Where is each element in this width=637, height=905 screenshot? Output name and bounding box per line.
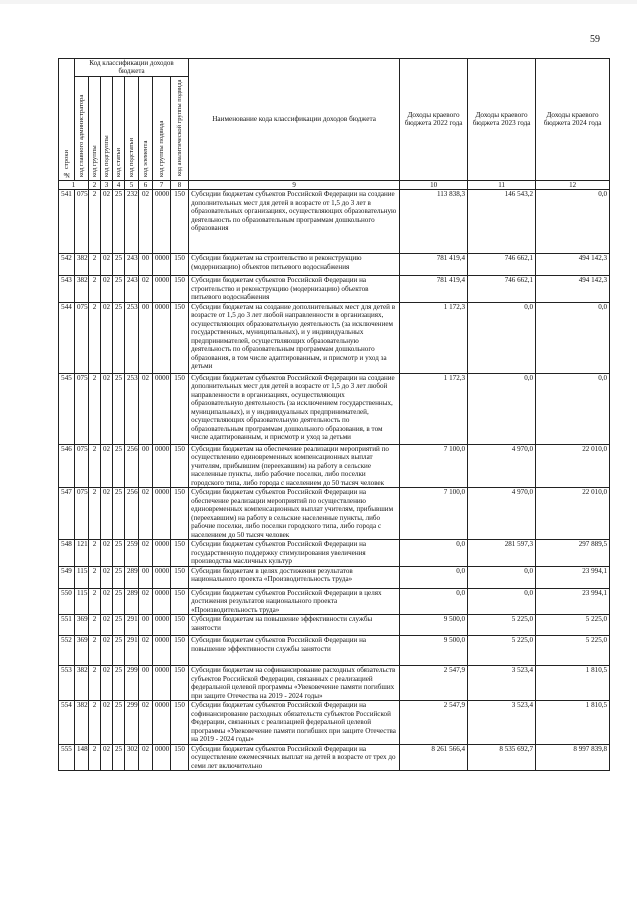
revenue-name: Субсидии бюджетам субъектов Российской Федерации на обеспечение реализации мероприятий по осуществлению единовременных компенсационных выплат учителям, прибывшим (переехавшим) на работу в сельские населенные пункты, либо рабочие поселки, либо поселки городского типа, либо города с населением до 50 тысяч человек (189, 488, 400, 540)
code-cell-sg: 02 (101, 744, 113, 771)
code-cell-sg: 02 (101, 636, 113, 666)
col-number: 4 (113, 180, 125, 189)
code-cell-n: 553 (59, 666, 75, 701)
table-row (59, 276, 610, 303)
code-cell-st: 25 (113, 588, 125, 615)
code-cell-sst: 243 (125, 276, 139, 303)
amount-y24: 1 810,5 (536, 666, 610, 701)
col-number: 1 (59, 180, 89, 189)
amount-y23: 5 225,0 (468, 615, 536, 636)
col-number: 10 (400, 180, 468, 189)
code-cell-a: 148 (75, 744, 89, 771)
code-cell-a: 075 (75, 190, 89, 254)
code-cell-a: 382 (75, 276, 89, 303)
code-cell-an: 150 (171, 701, 189, 745)
code-cell-n: 543 (59, 276, 75, 303)
code-cell-sst: 243 (125, 254, 139, 276)
code-cell-sub: 0000 (153, 566, 171, 588)
amount-y22: 113 838,3 (400, 190, 468, 254)
code-cell-st: 25 (113, 701, 125, 745)
code-cell-a: 075 (75, 488, 89, 540)
code-cell-sub: 0000 (153, 636, 171, 666)
code-cell-st: 25 (113, 190, 125, 254)
code-cell-sub: 0000 (153, 540, 171, 567)
code-cell-n: 552 (59, 636, 75, 666)
amount-y24: 5 225,0 (536, 636, 610, 666)
amount-y24: 8 997 839,8 (536, 744, 610, 771)
code-cell-n: 544 (59, 302, 75, 373)
code-cell-sub: 0000 (153, 373, 171, 444)
table-row (59, 444, 610, 488)
table-row (59, 615, 610, 636)
code-cell-sst: 291 (125, 636, 139, 666)
amount-y23: 4 970,0 (468, 488, 536, 540)
col-number: 11 (468, 180, 536, 189)
col-number: 12 (536, 180, 610, 189)
code-cell-sg: 02 (101, 488, 113, 540)
amount-y23: 5 225,0 (468, 636, 536, 666)
code-cell-an: 150 (171, 254, 189, 276)
amount-y24: 5 225,0 (536, 615, 610, 636)
code-cell-sst: 291 (125, 615, 139, 636)
amount-y22: 0,0 (400, 540, 468, 567)
code-cell-sub: 0000 (153, 302, 171, 373)
code-cell-n: 554 (59, 701, 75, 745)
header-subtype: код группы подвида (153, 76, 171, 180)
revenue-name: Субсидии бюджетам на повышение эффективности службы занятости (189, 615, 400, 636)
code-cell-el: 02 (139, 276, 153, 303)
amount-y23: 0,0 (468, 302, 536, 373)
code-cell-an: 150 (171, 488, 189, 540)
table-row (59, 302, 610, 373)
code-cell-el: 02 (139, 190, 153, 254)
amount-y22: 2 547,9 (400, 666, 468, 701)
col-number: 6 (139, 180, 153, 189)
code-cell-sub: 0000 (153, 615, 171, 636)
code-cell-sst: 259 (125, 540, 139, 567)
amount-y22: 1 172,3 (400, 302, 468, 373)
code-cell-n: 546 (59, 444, 75, 488)
revenue-name: Субсидии бюджетам на строительство и реконструкцию (модернизацию) объектов питьевого водоснабжения (189, 254, 400, 276)
code-cell-a: 115 (75, 588, 89, 615)
revenue-table (58, 58, 610, 771)
code-cell-sg: 02 (101, 302, 113, 373)
revenue-name: Субсидии бюджетам субъектов Российской Федерации на создание дополнительных мест для детей в возрасте от 1,5 до 3 лет в образовательных организациях, осуществляющих образовательную деятельность по образовательным программам дошкольного образования (189, 190, 400, 254)
header-subgroup: код подгруппы (101, 76, 113, 180)
amount-y24: 23 994,1 (536, 566, 610, 588)
revenue-name: Субсидии бюджетам субъектов Российской Федерации на осуществление ежемесячных выплат на детей в возрасте от трех до семи лет включительно (189, 744, 400, 771)
code-cell-el: 00 (139, 302, 153, 373)
col-number: 9 (189, 180, 400, 189)
code-cell-el: 00 (139, 254, 153, 276)
table-body (59, 190, 610, 771)
code-cell-g: 2 (89, 276, 101, 303)
code-cell-sg: 02 (101, 701, 113, 745)
amount-y24: 297 889,5 (536, 540, 610, 567)
table-row (59, 254, 610, 276)
amount-y24: 494 142,3 (536, 254, 610, 276)
code-cell-el: 02 (139, 636, 153, 666)
header-subarticle: код подстатьи (125, 76, 139, 180)
header-kbk-group: Код классификации доходов бюджета (75, 59, 189, 77)
code-cell-st: 25 (113, 540, 125, 567)
header-article: код статьи (113, 76, 125, 180)
code-cell-el: 02 (139, 373, 153, 444)
table-row (59, 488, 610, 540)
revenue-name: Субсидии бюджетам субъектов Российской Федерации на создание дополнительных мест для детей в возрасте от 1,5 до 3 лет любой направленности в организациях, осуществляющих образовательную деятельность (за исключением государственных, муниципальных), и у индивидуальных предпринимателей, осуществляющих образовательную деятельность по образовательным программам дошкольного образования, в том числе адаптированным, и присмотр и уход за детьми (189, 373, 400, 444)
code-cell-el: 00 (139, 444, 153, 488)
code-cell-sub: 0000 (153, 276, 171, 303)
code-cell-g: 2 (89, 254, 101, 276)
code-cell-st: 25 (113, 488, 125, 540)
code-cell-g: 2 (89, 666, 101, 701)
amount-y22: 0,0 (400, 566, 468, 588)
code-cell-n: 549 (59, 566, 75, 588)
code-cell-el: 02 (139, 488, 153, 540)
code-cell-g: 2 (89, 444, 101, 488)
code-cell-sub: 0000 (153, 588, 171, 615)
amount-y22: 9 500,0 (400, 615, 468, 636)
code-cell-a: 075 (75, 373, 89, 444)
code-cell-el: 02 (139, 701, 153, 745)
code-cell-sg: 02 (101, 666, 113, 701)
code-cell-sub: 0000 (153, 666, 171, 701)
amount-y23: 0,0 (468, 373, 536, 444)
code-cell-sub: 0000 (153, 254, 171, 276)
header-2024: Доходы краевого бюджета 2024 года (536, 59, 610, 181)
code-cell-an: 150 (171, 744, 189, 771)
header-admin: код главного администратора (75, 76, 89, 180)
col-number: 3 (101, 180, 113, 189)
amount-y22: 781 419,4 (400, 276, 468, 303)
amount-y22: 781 419,4 (400, 254, 468, 276)
col-number: 8 (171, 180, 189, 189)
code-cell-sst: 253 (125, 302, 139, 373)
amount-y23: 0,0 (468, 566, 536, 588)
code-cell-el: 02 (139, 540, 153, 567)
amount-y23: 746 662,1 (468, 254, 536, 276)
code-cell-a: 382 (75, 701, 89, 745)
code-cell-sub: 0000 (153, 190, 171, 254)
amount-y24: 494 142,3 (536, 276, 610, 303)
code-cell-sst: 302 (125, 744, 139, 771)
code-cell-an: 150 (171, 190, 189, 254)
column-numbers-row (59, 180, 610, 189)
code-cell-an: 150 (171, 566, 189, 588)
code-cell-sg: 02 (101, 276, 113, 303)
code-cell-an: 150 (171, 276, 189, 303)
amount-y24: 22 010,0 (536, 444, 610, 488)
header-group: код группы (89, 76, 101, 180)
header-2022: Доходы краевого бюджета 2022 года (400, 59, 468, 181)
revenue-name: Субсидии бюджетам субъектов Российской Федерации на государственную поддержку стимулирования увеличения производства масличных культур (189, 540, 400, 567)
code-cell-g: 2 (89, 540, 101, 567)
amount-y23: 146 543,2 (468, 190, 536, 254)
amount-y22: 0,0 (400, 588, 468, 615)
amount-y24: 23 994,1 (536, 588, 610, 615)
header-element: код элемента (139, 76, 153, 180)
code-cell-sub: 0000 (153, 444, 171, 488)
code-cell-g: 2 (89, 488, 101, 540)
page-number: 59 (590, 34, 600, 45)
code-cell-a: 075 (75, 444, 89, 488)
amount-y22: 8 261 566,4 (400, 744, 468, 771)
amount-y23: 8 535 692,7 (468, 744, 536, 771)
code-cell-el: 02 (139, 744, 153, 771)
code-cell-sg: 02 (101, 540, 113, 567)
col-number: 5 (125, 180, 139, 189)
code-cell-st: 25 (113, 636, 125, 666)
header-row-number: № строки (59, 59, 75, 181)
code-cell-n: 545 (59, 373, 75, 444)
revenue-name: Субсидии бюджетам в целях достижения результатов национального проекта «Производительность труда» (189, 566, 400, 588)
amount-y23: 3 523,4 (468, 701, 536, 745)
code-cell-an: 150 (171, 636, 189, 666)
code-cell-n: 550 (59, 588, 75, 615)
header-2023: Доходы краевого бюджета 2023 года (468, 59, 536, 181)
code-cell-el: 00 (139, 615, 153, 636)
amount-y24: 22 010,0 (536, 488, 610, 540)
code-cell-sg: 02 (101, 588, 113, 615)
code-cell-an: 150 (171, 666, 189, 701)
code-cell-sst: 299 (125, 701, 139, 745)
col-number: 2 (89, 180, 101, 189)
amount-y22: 1 172,3 (400, 373, 468, 444)
code-cell-st: 25 (113, 615, 125, 636)
code-cell-g: 2 (89, 701, 101, 745)
table-row (59, 744, 610, 771)
amount-y24: 0,0 (536, 190, 610, 254)
code-cell-sst: 289 (125, 566, 139, 588)
code-cell-st: 25 (113, 276, 125, 303)
code-cell-el: 00 (139, 566, 153, 588)
code-cell-g: 2 (89, 566, 101, 588)
code-cell-n: 551 (59, 615, 75, 636)
amount-y22: 2 547,9 (400, 701, 468, 745)
amount-y22: 9 500,0 (400, 636, 468, 666)
code-cell-sst: 253 (125, 373, 139, 444)
code-cell-a: 115 (75, 566, 89, 588)
code-cell-n: 555 (59, 744, 75, 771)
revenue-name: Субсидии бюджетам субъектов Российской Федерации на строительство и реконструкцию (модернизацию) объектов питьевого водоснабжения (189, 276, 400, 303)
code-cell-an: 150 (171, 588, 189, 615)
table-row (59, 588, 610, 615)
code-cell-sg: 02 (101, 190, 113, 254)
header-analytic: код аналитической группы подвида (171, 76, 189, 180)
amount-y22: 7 100,0 (400, 444, 468, 488)
code-cell-a: 369 (75, 615, 89, 636)
table-row (59, 190, 610, 254)
amount-y23: 746 662,1 (468, 276, 536, 303)
header-name: Наименование кода классификации доходов бюджета (189, 59, 400, 181)
table-row (59, 701, 610, 745)
code-cell-g: 2 (89, 373, 101, 444)
amount-y24: 0,0 (536, 302, 610, 373)
table-row (59, 566, 610, 588)
code-cell-g: 2 (89, 636, 101, 666)
revenue-name: Субсидии бюджетам на обеспечение реализации мероприятий по осуществлению единовременных компенсационных выплат учителям, прибывшим (переехавшим) на работу в сельские населенные пункты, либо рабочие поселки, либо поселки городского типа, либо города с населением до 50 тысяч человек (189, 444, 400, 488)
code-cell-st: 25 (113, 444, 125, 488)
revenue-name: Субсидии бюджетам субъектов Российской Федерации на повышение эффективности службы занятости (189, 636, 400, 666)
table-row (59, 540, 610, 567)
code-cell-st: 25 (113, 302, 125, 373)
scan-edge (0, 0, 637, 4)
amount-y24: 1 810,5 (536, 701, 610, 745)
revenue-name: Субсидии бюджетам субъектов Российской Федерации в целях достижения результатов национального проекта «Производительность труда» (189, 588, 400, 615)
code-cell-g: 2 (89, 190, 101, 254)
code-cell-sub: 0000 (153, 744, 171, 771)
code-cell-st: 25 (113, 666, 125, 701)
code-cell-a: 121 (75, 540, 89, 567)
table-row (59, 666, 610, 701)
code-cell-sub: 0000 (153, 488, 171, 540)
amount-y22: 7 100,0 (400, 488, 468, 540)
code-cell-an: 150 (171, 540, 189, 567)
code-cell-n: 548 (59, 540, 75, 567)
amount-y23: 4 970,0 (468, 444, 536, 488)
code-cell-a: 382 (75, 666, 89, 701)
code-cell-el: 00 (139, 666, 153, 701)
amount-y23: 3 523,4 (468, 666, 536, 701)
code-cell-sg: 02 (101, 444, 113, 488)
code-cell-n: 542 (59, 254, 75, 276)
code-cell-st: 25 (113, 254, 125, 276)
code-cell-sst: 232 (125, 190, 139, 254)
col-number: 7 (153, 180, 171, 189)
code-cell-g: 2 (89, 744, 101, 771)
code-cell-n: 541 (59, 190, 75, 254)
code-cell-el: 02 (139, 588, 153, 615)
code-cell-g: 2 (89, 615, 101, 636)
amount-y23: 0,0 (468, 588, 536, 615)
code-cell-st: 25 (113, 373, 125, 444)
code-cell-g: 2 (89, 302, 101, 373)
code-cell-sg: 02 (101, 615, 113, 636)
code-cell-st: 25 (113, 566, 125, 588)
code-cell-sst: 299 (125, 666, 139, 701)
code-cell-an: 150 (171, 444, 189, 488)
code-cell-g: 2 (89, 588, 101, 615)
amount-y24: 0,0 (536, 373, 610, 444)
table-row (59, 636, 610, 666)
code-cell-sst: 256 (125, 488, 139, 540)
code-cell-sst: 256 (125, 444, 139, 488)
code-cell-an: 150 (171, 615, 189, 636)
amount-y23: 281 597,3 (468, 540, 536, 567)
code-cell-st: 25 (113, 744, 125, 771)
code-cell-an: 150 (171, 302, 189, 373)
revenue-name: Субсидии бюджетам субъектов Российской Федерации на софинансирование расходных обязательств субъектов Российской Федерации, связанных с реализацией федеральной целевой программы «Увековечение памяти погибших при защите Отечества на 2019 - 2024 годы» (189, 701, 400, 745)
code-cell-a: 075 (75, 302, 89, 373)
code-cell-sub: 0000 (153, 701, 171, 745)
table-row (59, 373, 610, 444)
code-cell-sg: 02 (101, 254, 113, 276)
code-cell-sg: 02 (101, 566, 113, 588)
revenue-name: Субсидии бюджетам на создание дополнительных мест для детей в возрасте от 1,5 до 3 лет любой направленности в организациях, осуществляющих образовательную деятельность (за исключением государственных, муниципальных), и у индивидуальных предпринимателей, осуществляющих образовательную деятельность по образовательным программам дошкольного образования, в том числе адаптированным, и присмотр и уход за детьми (189, 302, 400, 373)
code-cell-a: 369 (75, 636, 89, 666)
code-cell-a: 382 (75, 254, 89, 276)
code-cell-sst: 289 (125, 588, 139, 615)
code-cell-sg: 02 (101, 373, 113, 444)
code-cell-an: 150 (171, 373, 189, 444)
code-cell-n: 547 (59, 488, 75, 540)
revenue-name: Субсидии бюджетам на софинансирование расходных обязательств субъектов Российской Федерации, связанных с реализацией федеральной целевой программы «Увековечение памяти погибших при защите Отечества на 2019 - 2024 годы» (189, 666, 400, 701)
